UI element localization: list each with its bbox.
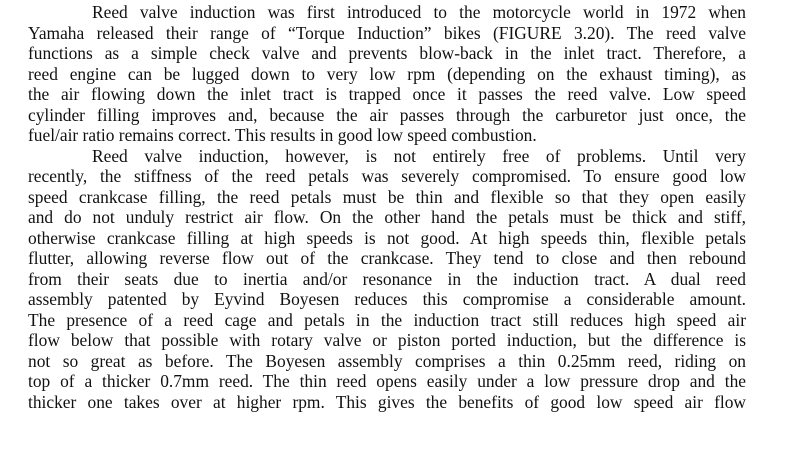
- paragraph-2-line-7: from their seats due to inertia and/or resonance in the induction tract. A dual reed: [28, 268, 746, 289]
- paragraph-1-line-6: cylinder filling improves and, because the air passes through the carburetor just once, the: [28, 104, 746, 125]
- paragraph-1-line-5: the air flowing down the inlet tract is trapped once it passes the reed valve. Low speed: [28, 84, 746, 104]
- paragraph-1-line-2: Yamaha released their range of “Torque Induction” bikes (FIGURE 3.20). The reed valve: [28, 22, 746, 43]
- paragraph-2-line-12: top of a thicker 0.7mm reed. The thin reed opens easily under a low pressure drop and the: [28, 371, 746, 391]
- paragraph-1-line-4: reed engine can be lugged down to very low rpm (depending on the exhaust timing), as: [28, 63, 746, 84]
- paragraph-1-line-7: fuel/air ratio remains correct. This results in good low speed combustion.: [28, 125, 537, 145]
- paragraph-2-line-8: assembly patented by Eyvind Boyesen reduces this compromise a considerable amount.: [28, 289, 746, 309]
- paragraph-2-line-5: otherwise crankcase filling at high speeds is not good. At high speeds thin, flexible petals: [28, 227, 746, 248]
- paragraph-2-line-6: flutter, allowing reverse flow out of the crankcase. They tend to close and then rebound: [28, 248, 746, 268]
- paragraph-2-line-4: and do not unduly restrict air flow. On the other hand the petals must be thick and stiff,: [28, 207, 746, 227]
- paragraph-2-line-2: recently, the stiffness of the reed petals was severely compromised. To ensure good low: [28, 166, 746, 186]
- document-text: [28, 2, 746, 412]
- paragraph-1-line-3: functions as a simple check valve and prevents blow-back in the inlet tract. Therefore, a: [28, 43, 746, 63]
- paragraph-1-line-1: Reed valve induction was first introduced to the motorcycle world in 1972 when: [92, 2, 746, 22]
- paragraph-2-line-1: Reed valve induction, however, is not entirely free of problems. Until very: [92, 145, 746, 166]
- paragraph-2-line-9: The presence of a reed cage and petals in the induction tract still reduces high speed air: [28, 309, 746, 330]
- paragraph-2-line-11: not so great as before. The Boyesen assembly comprises a thin 0.25mm reed, riding on: [28, 350, 746, 371]
- paragraph-2-line-13: thicker one takes over at higher rpm. This gives the benefits of good low speed air flow: [28, 391, 746, 412]
- paragraph-2-line-10: flow below that possible with rotary valve or piston ported induction, but the difference is: [28, 330, 746, 350]
- paragraph-2-line-3: speed crankcase filling, the reed petals must be thin and flexible so that they open easily: [28, 186, 746, 207]
